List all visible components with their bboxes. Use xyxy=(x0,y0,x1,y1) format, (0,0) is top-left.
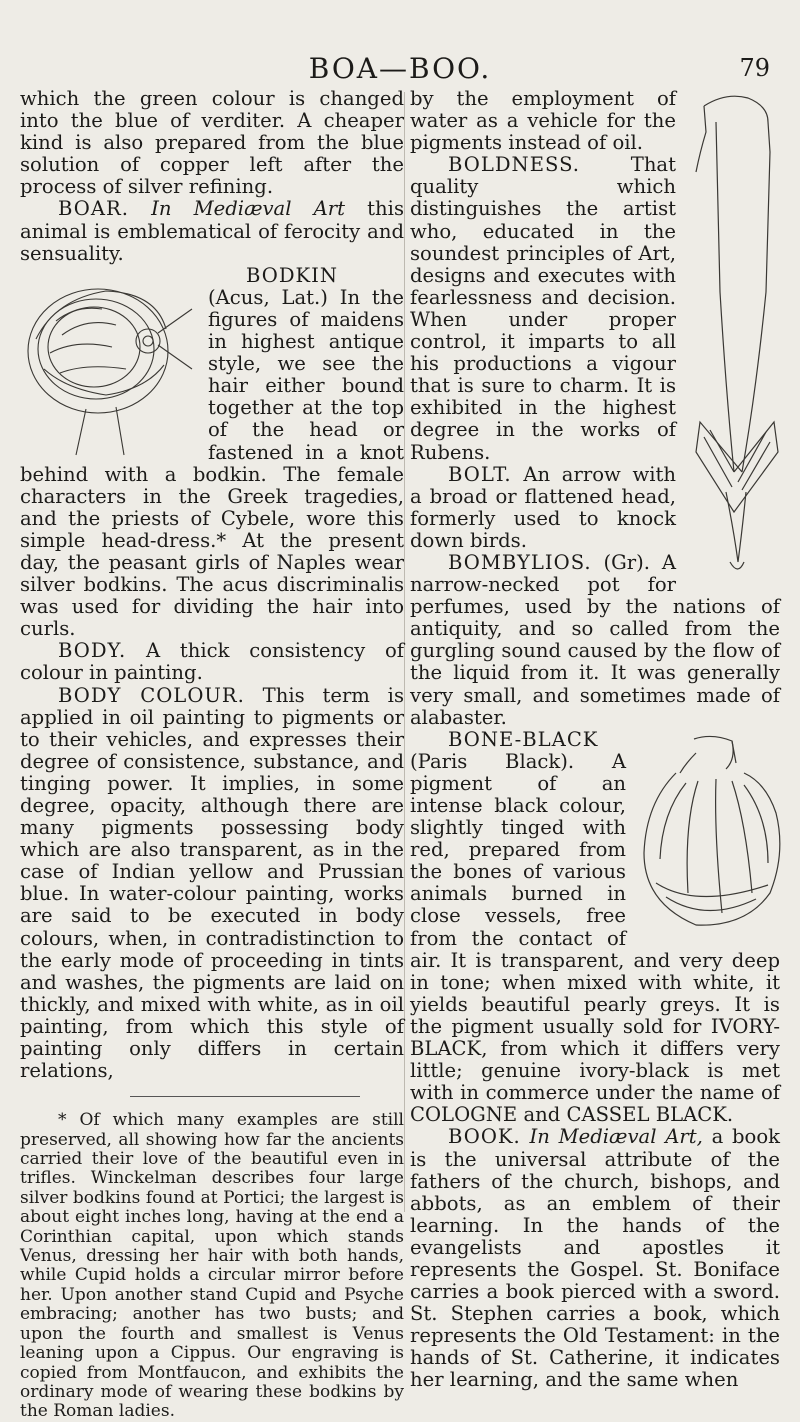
bolt-illustration xyxy=(686,92,786,592)
book-entry xyxy=(410,1126,780,1391)
footnote-rule xyxy=(130,1096,360,1097)
entry-text: That quality which distinguishes the artist who, educated in the soundest principles of Art, designs and executes with fearlessness and decision. When under proper control, it imparts to all his productions a vigour that is sure to charm. It is exhibited in the highest degree in the works of Rubens. xyxy=(410,153,676,464)
entry-text: a book is the universal attribute of the fathers of the church, bishops, and abbots, as an emblem of their learning. In the hands of the evangelists and apostles it represents the Gospel. St. Boniface carries a book pierced with a sword. St. Stephen carries a book, which represents the Old Testament: in the hands of St. Catherine, it indicates her learning, and the same when xyxy=(410,1125,780,1392)
water-vehicle-paragraph: by the employment of water as a vehicle for the pigments instead of oil. xyxy=(410,87,676,155)
entry-text: (Acus, Lat.) In the figures of maidens in highest antique style, we see the hair either bound together at the top of the head or fastened in a knot behind with a bodkin. The female characters in the Greek tragedies, and the priests of Cybele, wore this simple head-dress.* At the present day, the peasant girls of Naples wear silver bodkins. The acus discriminalis was used for dividing the hair into curls. xyxy=(20,285,404,641)
left-column xyxy=(20,88,404,1422)
boar-entry xyxy=(20,198,404,264)
body-entry xyxy=(20,640,404,684)
entry-text: This term is applied in oil painting to pigments or to their vehicles, and expresses their degree of consistence, substance, and tinging power. It implies, in some degree, opacity, although there are many pigments possessing body which are also transparent, as in the case of Indian yellow and Prussian blue. In water-colour painting, works are said to be executed in body colours, when, in contradistinction to the early mode of proceeding in tints and washes, the pigments are laid on thickly, and mixed with white, as in oil painting, from which this style of painting only differs in certain relations, xyxy=(20,683,404,1083)
entry-emphasis: In Mediæval Art xyxy=(151,197,346,221)
entry-emphasis: In Mediæval Art, xyxy=(529,1125,703,1149)
body-colour-entry xyxy=(20,685,404,1083)
entry-text: An arrow with a broad or flattened head, formerly used to knock down birds. xyxy=(410,462,676,552)
entry-term: BODKIN xyxy=(246,263,339,287)
entry-term: BODY COLOUR. xyxy=(58,683,245,707)
entry-term: BONE-BLACK xyxy=(448,727,599,751)
page-header xyxy=(0,52,800,92)
bombylios-vase-illustration xyxy=(636,733,786,933)
entry-text: A thick consistency of colour in painting. xyxy=(20,639,404,685)
entry-term: BOAR. xyxy=(58,197,129,221)
bodkin-entry xyxy=(20,265,404,641)
entry-text: this animal is emblematical of ferocity and sensuality. xyxy=(20,197,405,265)
footnote: * Of which many examples are still preserved, all showing how far the ancients carried their love of the beautiful even in trifles. Winckelman describes four large silver bodkins found at Portici; the largest is about eight inches long, having at the end a Corinthian capital, upon which stands Venus, dressing her hair with both hands, while Cupid holds a circular mirror before her. Upon another stand Cupid and Psyche embracing; another has two busts; and upon the fourth and smallest is Venus leaning upon a Cippus. Our engraving is copied from Montfaucon, and exhibits the ordinary mode of wearing these bodkins by the Roman ladies. xyxy=(20,1110,404,1422)
bodkin-illustration xyxy=(16,269,194,457)
column-divider xyxy=(404,92,405,1212)
entry-term: BODY. xyxy=(58,639,127,663)
entry-term: BOLDNESS. xyxy=(448,153,581,177)
bone-black-entry xyxy=(410,729,780,1127)
page-number: 79 xyxy=(739,54,770,82)
running-title: BOA—BOO. xyxy=(308,52,492,85)
entry-text: (Gr). A narrow-necked pot for perfumes, used by the nations of antiquity, and so called from the gurgling sound caused by the flow of the liquid from it. It was generally very small, and sometimes made of alabaster. xyxy=(410,550,780,729)
right-column xyxy=(410,88,780,1392)
entry-term: BOLT. xyxy=(448,462,512,486)
entry-term: BOMBYLIOS. xyxy=(448,550,592,574)
entry-text: (Paris Black). A pigment of an intense black colour, slightly tinged with red, prepared from the bones of various animals burned in close vessels, free from the contact of air. It is transparent, and very deep in tone; when mixed with white, it yields beautiful pearly greys. It is the pigment usually sold for IVORY-BLACK, from which it differs very little; genuine ivory-black is met with in commerce under the name of COLOGNE and CASSEL BLACK. xyxy=(410,749,780,1127)
verditer-paragraph: which the green colour is changed into the blue of verditer. A cheaper kind is also prepared from the blue solution of copper left after the process of silver refining. xyxy=(20,87,404,199)
entry-term: BOOK. xyxy=(448,1125,521,1149)
